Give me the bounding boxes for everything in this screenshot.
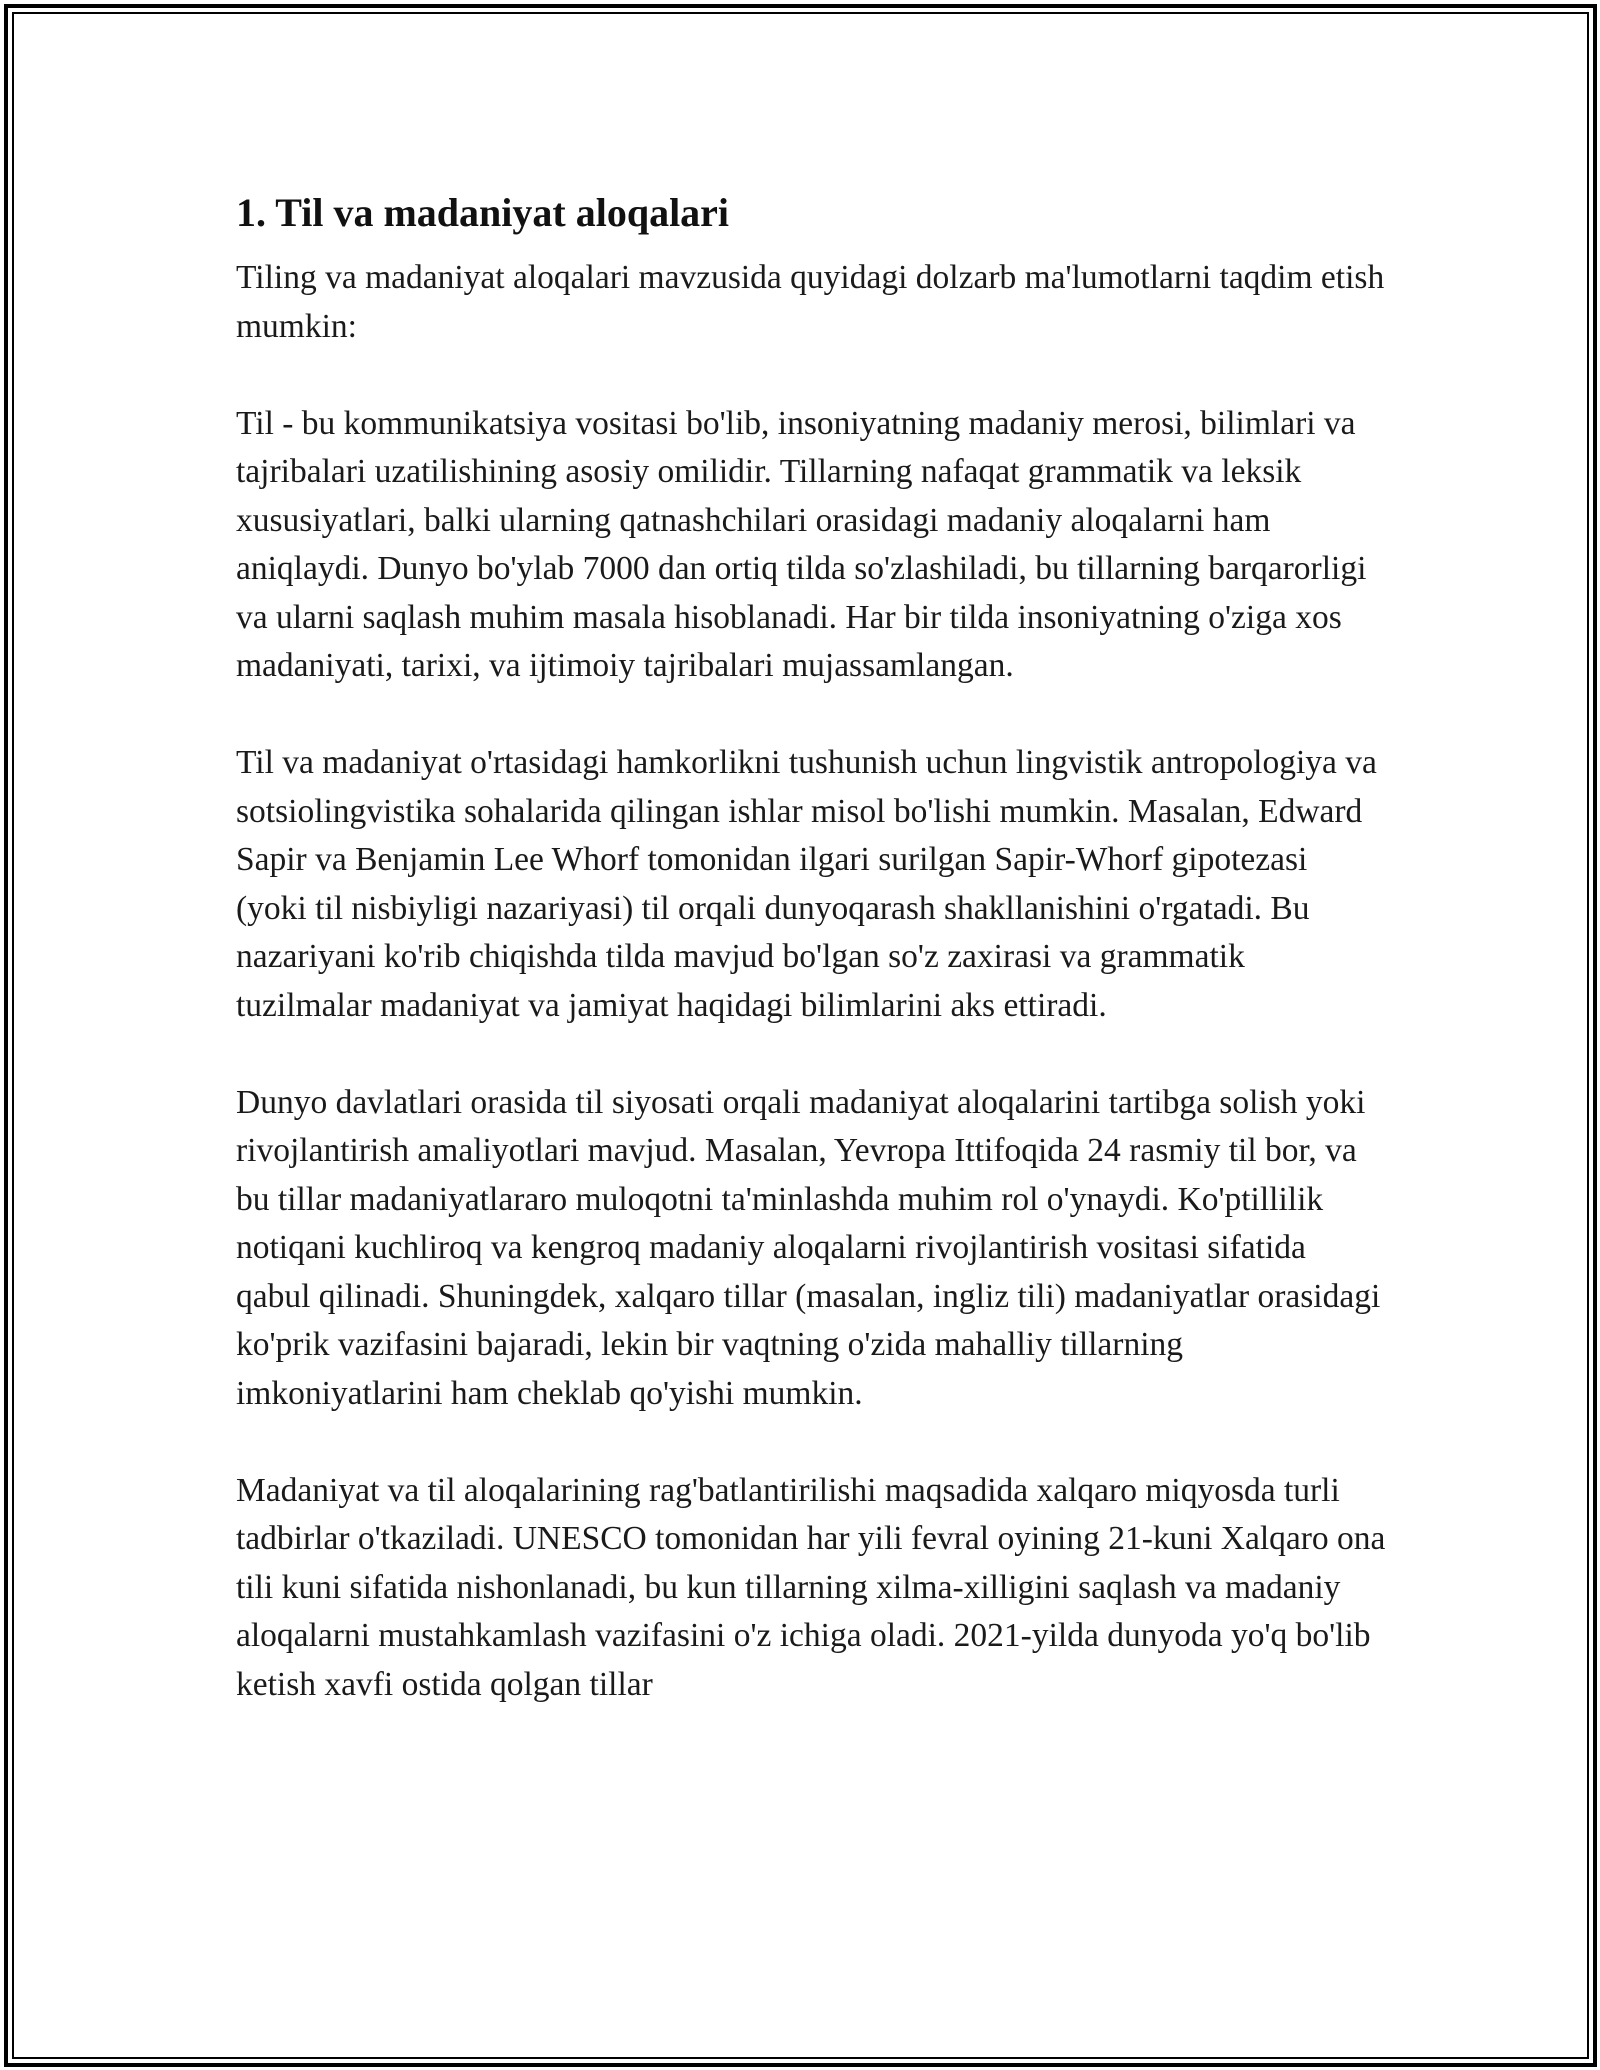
paragraph-unesco: Madaniyat va til aloqalarining rag'batlantirilishi maqsadida xalqaro miqyosda turli tadbirlar o'tkaziladi. UNESCO tomonidan har yili fevral oyining 21-kuni Xalqaro ona tili kuni sifatida nishonlanadi, bu kun tillarning xilma-xilligini saqlash va madaniy aloqalarni mustahkamlash vazifasini o'z ichiga oladi. 2021-yilda dunyoda yo'q bo'lib ketish xavfi ostida qolgan tillar (236, 1471, 1386, 1703)
document-body (236, 186, 1386, 1758)
paragraph-language-policy: Dunyo davlatlari orasida til siyosati orqali madaniyat aloqalarini tartibga solish yoki rivojlantirish amaliyotlari mavjud. Masalan, Yevropa Ittifoqida 24 rasmiy til bor, va bu tillar madaniyatlararo muloqotni ta'minlashda muhim rol o'ynaydi. Ko'ptillilik notiqani kuchliroq va kengroq madaniy aloqalarni rivojlantirish vositasi sifatida qabul qilinadi. Shuningdek, xalqaro tillar (masalan, ingliz tili) madaniyatlar orasidagi ko'prik vazifasini bajaradi, lekin bir vaqtning o'zida mahalliy tillarning imkoniyatlarini ham cheklab qo'yishi mumkin. (236, 1083, 1381, 1412)
section-heading: 1. Til va madaniyat aloqalari (236, 190, 730, 235)
paragraph-language-definition: Til - bu kommunikatsiya vositasi bo'lib, insoniyatning madaniy merosi, bilimlari va tajribalari uzatilishining asosiy omilidir. Tillarning nafaqat grammatik va leksik xususiyatlari, balki ularning qatnashchilari orasidagi madaniy aloqalarni ham aniqlaydi. Dunyo bo'ylab 7000 dan ortiq tilda so'zlashiladi, bu tillarning barqarorligi va ularni saqlash muhim masala hisoblanadi. Har bir tilda insoniyatning o'ziga xos madaniyati, tarixi, va ijtimoiy tajribalari mujassamlangan. (236, 404, 1367, 684)
paragraph-intro: Tiling va madaniyat aloqalari mavzusida quyidagi dolzarb ma'lumotlarni taqdim etish mumkin: (236, 259, 1385, 345)
paragraph-sapir-whorf: Til va madaniyat o'rtasidagi hamkorlikni tushunish uchun lingvistik antropologiya va sotsiolingvistika sohalarida qilingan ishlar misol bo'lishi mumkin. Masalan, Edward Sapir va Benjamin Lee Whorf tomonidan ilgari surilgan Sapir-Whorf gipotezasi (yoki til nisbiyligi nazariyasi) til orqali dunyoqarash shakllanishini o'rgatadi. Bu nazariyani ko'rib chiqishda tilda mavjud bo'lgan so'z zaxirasi va grammatik tuzilmalar madaniyat va jamiyat haqidagi bilimlarini aks ettiradi. (236, 744, 1377, 1024)
